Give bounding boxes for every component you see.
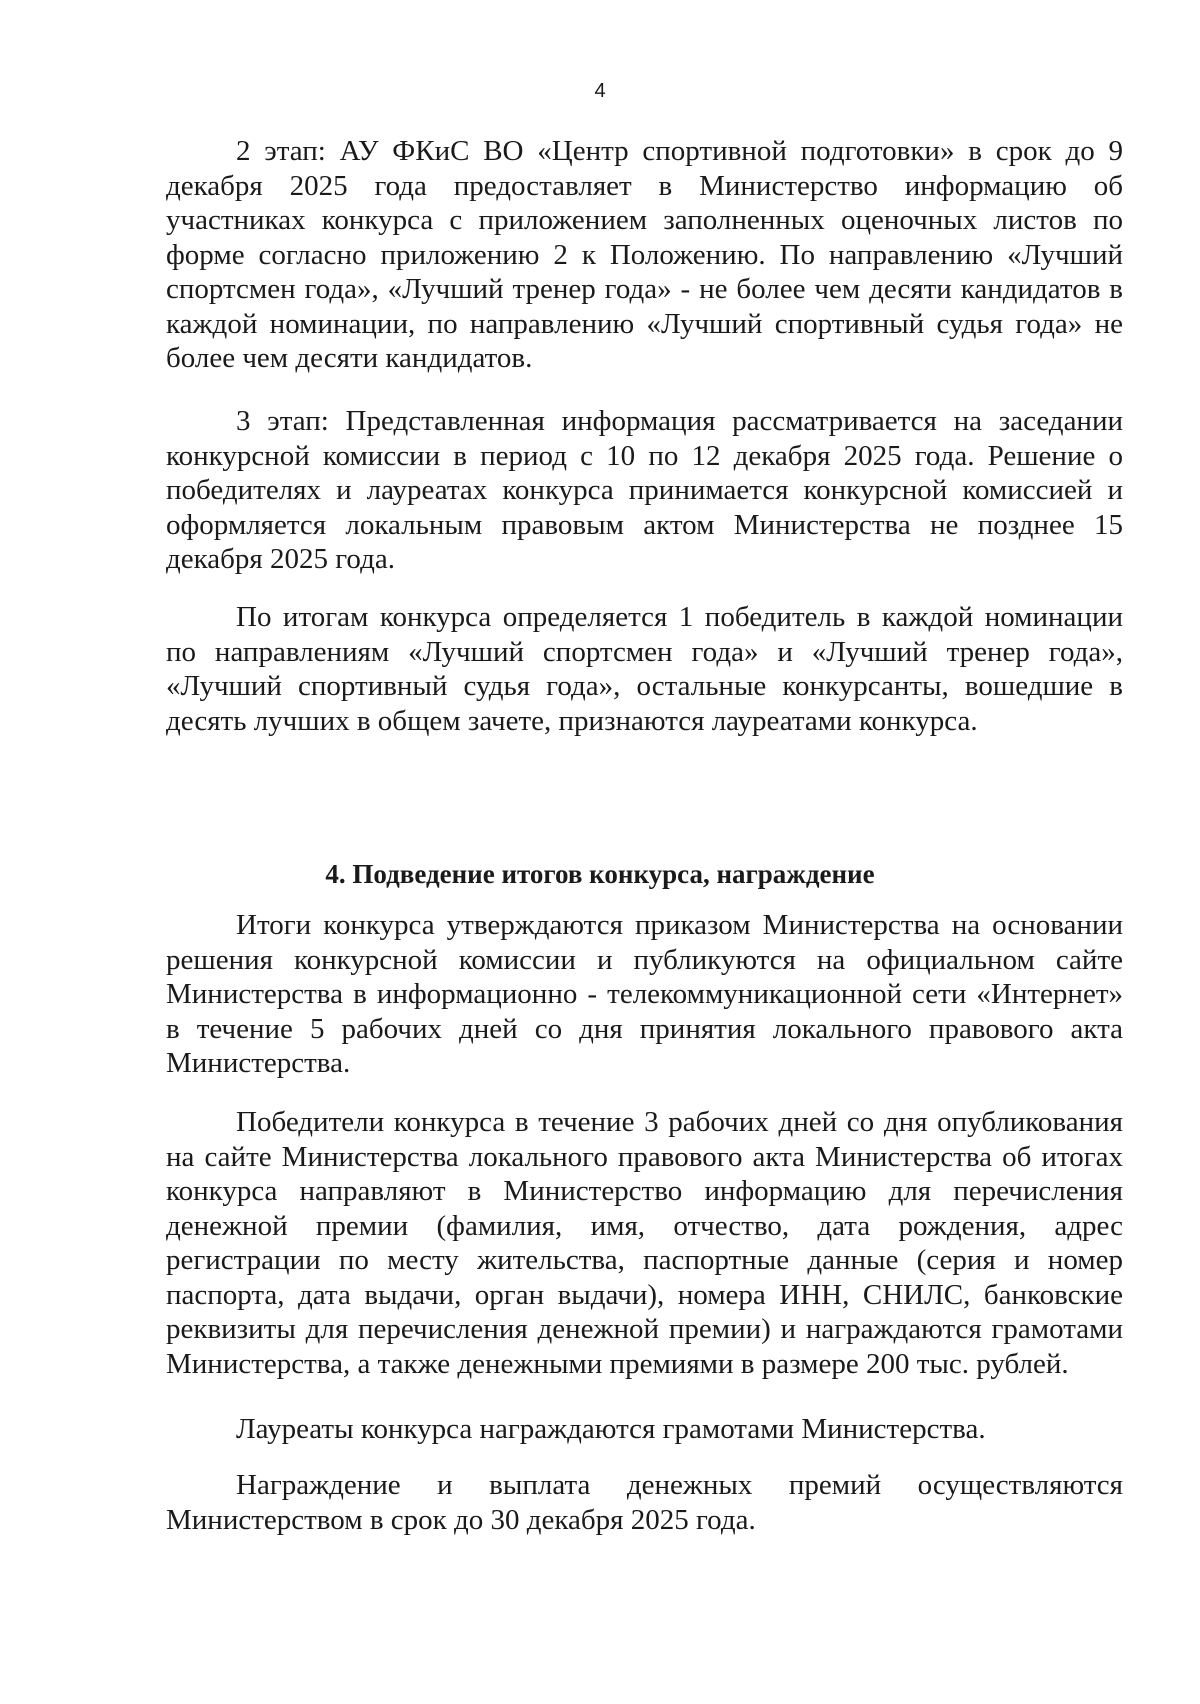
paragraph-award-payment: Награждение и выплата денежных премий осуществляются Министерством в срок до 30 декабря 2025 года.: [166, 1469, 1123, 1536]
paragraph-laureates: Лауреаты конкурса награждаются грамотами Министерства.: [236, 1413, 986, 1445]
paragraph-stage-3: 3 этап: Представленная информация рассматривается на заседании конкурсной комиссии в период с 10 по 12 декабря 2025 года. Решение о победителях и лауреатах конкурса принимается конкурсной комиссией и оформляется локальным правовым актом Министерства не позднее 15 декабря 2025 года.: [166, 405, 1123, 575]
paragraph-results-approval: Итоги конкурса утверждаются приказом Министерства на основании решения конкурсной комиссии и публикуются на официальном сайте Министерства в информационно - телекоммуникационной сети «Интернет» в течение 5 рабочих дней со дня принятия локального правового акта Министерства.: [166, 909, 1123, 1079]
section-heading: 4. Подведение итогов конкурса, награждение: [325, 859, 875, 889]
page-number: 4: [594, 80, 606, 102]
paragraph-results-winners: По итогам конкурса определяется 1 победитель в каждой номинации по направлениям «Лучший спортсмен года» и «Лучший тренер года», «Лучший спортивный судья года», остальные конкурсанты, вошедшие в десять лучших в общем зачете, признаются лауреатами конкурса.: [166, 601, 1123, 737]
paragraph-winners-info: Победители конкурса в течение 3 рабочих дней со дня опубликования на сайте Министерства локального правового акта Министерства об итогах конкурса направляют в Министерство информацию для перечисления денежной премии (фамилия, имя, отчество, дата рождения, адрес регистрации по месту жительства, паспортные данные (серия и номер паспорта, дата выдачи, орган выдачи), номера ИНН, СНИЛС, банковские реквизиты для перечисления денежной премии) и награждаются грамотами Министерства, а также денежными премиями в размере 200 тыс. рублей.: [166, 1106, 1123, 1380]
paragraph-stage-2: 2 этап: АУ ФКиС ВО «Центр спортивной подготовки» в срок до 9 декабря 2025 года предоставляет в Министерство информацию об участниках конкурса с приложением заполненных оценочных листов по форме согласно приложению 2 к Положению. По направлению «Лучший спортсмен года», «Лучший тренер года» - не более чем десяти кандидатов в каждой номинации, по направлению «Лучший спортивный судья года» не более чем десяти кандидатов.: [166, 135, 1123, 374]
